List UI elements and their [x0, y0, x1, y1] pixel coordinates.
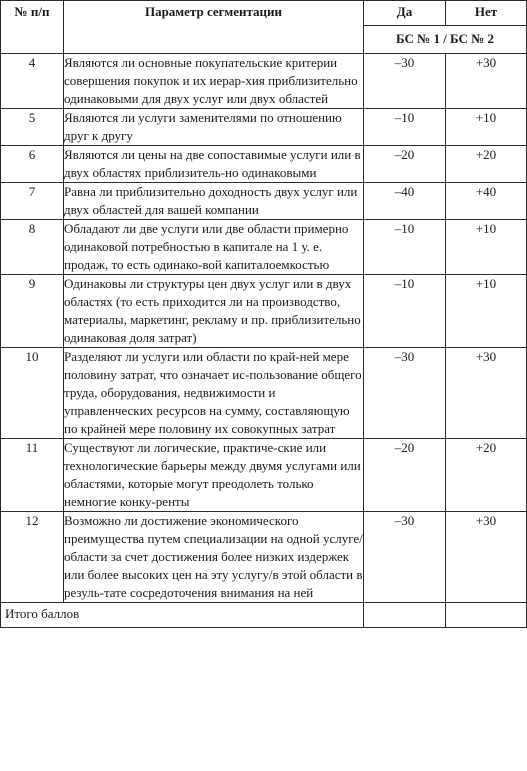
- total-row: [1, 603, 527, 628]
- row-yes-score: –30: [364, 348, 446, 439]
- header-yes: Да: [364, 1, 446, 26]
- table-row: [1, 54, 527, 109]
- row-number: 12: [1, 512, 64, 603]
- row-no-score: +30: [446, 54, 527, 109]
- row-no-score: +10: [446, 220, 527, 275]
- row-question: Одинаковы ли структуры цен двух услуг или в двух областях (то есть приходится ли на производство, материалы, маркетинг, рекламу и пр. приблизительно одинаковая доля затрат): [64, 275, 364, 348]
- table-row: [1, 439, 527, 512]
- table-row: [1, 512, 527, 603]
- row-number: 7: [1, 183, 64, 220]
- row-no-score: +10: [446, 275, 527, 348]
- row-yes-score: –20: [364, 146, 446, 183]
- row-yes-score: –20: [364, 439, 446, 512]
- row-yes-score: –30: [364, 512, 446, 603]
- header-number: № п/п: [1, 1, 64, 54]
- table-row: [1, 220, 527, 275]
- row-yes-score: –40: [364, 183, 446, 220]
- row-question: Возможно ли достижение экономического преимущества путем специализации на одной услуге/области за счет достижения более низких издержек или более высоких цен на эту услугу/в этой области в резуль-тате сосредоточения внимания на ней: [64, 512, 364, 603]
- row-yes-score: –30: [364, 54, 446, 109]
- total-yes-score: [364, 603, 446, 628]
- row-no-score: +10: [446, 109, 527, 146]
- header-row: [1, 1, 527, 26]
- row-number: 6: [1, 146, 64, 183]
- row-no-score: +40: [446, 183, 527, 220]
- row-question: Являются ли услуги заменителями по отношению друг к другу: [64, 109, 364, 146]
- table-row: [1, 348, 527, 439]
- table-row: [1, 275, 527, 348]
- row-number: 11: [1, 439, 64, 512]
- table-row: [1, 146, 527, 183]
- total-label: Итого баллов: [1, 603, 364, 628]
- header-no: Нет: [446, 1, 527, 26]
- row-yes-score: –10: [364, 109, 446, 146]
- row-number: 5: [1, 109, 64, 146]
- row-question: Разделяют ли услуги или области по край-ней мере половину затрат, что означает ис-пользование общего труда, оборудования, недвижимости и управленческих ресурсов на сумму, составляющую по крайней мере половину их совокупных затрат: [64, 348, 364, 439]
- row-question: Равна ли приблизительно доходность двух услуг или двух областей для вашей компании: [64, 183, 364, 220]
- row-question: Обладают ли две услуги или две области примерно одинаковой потребностью в капитале на 1 у. е. продаж, то есть одинако-вой капиталоемкостью: [64, 220, 364, 275]
- row-number: 4: [1, 54, 64, 109]
- row-number: 8: [1, 220, 64, 275]
- row-no-score: +30: [446, 348, 527, 439]
- row-no-score: +20: [446, 439, 527, 512]
- table-row: [1, 183, 527, 220]
- row-no-score: +20: [446, 146, 527, 183]
- subheader-bs: БС № 1 / БС № 2: [364, 26, 527, 54]
- row-yes-score: –10: [364, 220, 446, 275]
- row-yes-score: –10: [364, 275, 446, 348]
- row-question: Являются ли основные покупательские критерии совершения покупок и их иерар-хия приблизительно одинаковыми для двух услуг или двух областей: [64, 54, 364, 109]
- row-question: Являются ли цены на две сопоставимые услуги или в двух областях приблизитель-но одинаковыми: [64, 146, 364, 183]
- table-row: [1, 109, 527, 146]
- row-no-score: +30: [446, 512, 527, 603]
- row-number: 10: [1, 348, 64, 439]
- header-parameter: Параметр сегментации: [64, 1, 364, 54]
- row-question: Существуют ли логические, практиче-ские или технологические барьеры между двумя услугами или областями, которые могут преодолеть только немногие конку-ренты: [64, 439, 364, 512]
- row-number: 9: [1, 275, 64, 348]
- total-no-score: [446, 603, 527, 628]
